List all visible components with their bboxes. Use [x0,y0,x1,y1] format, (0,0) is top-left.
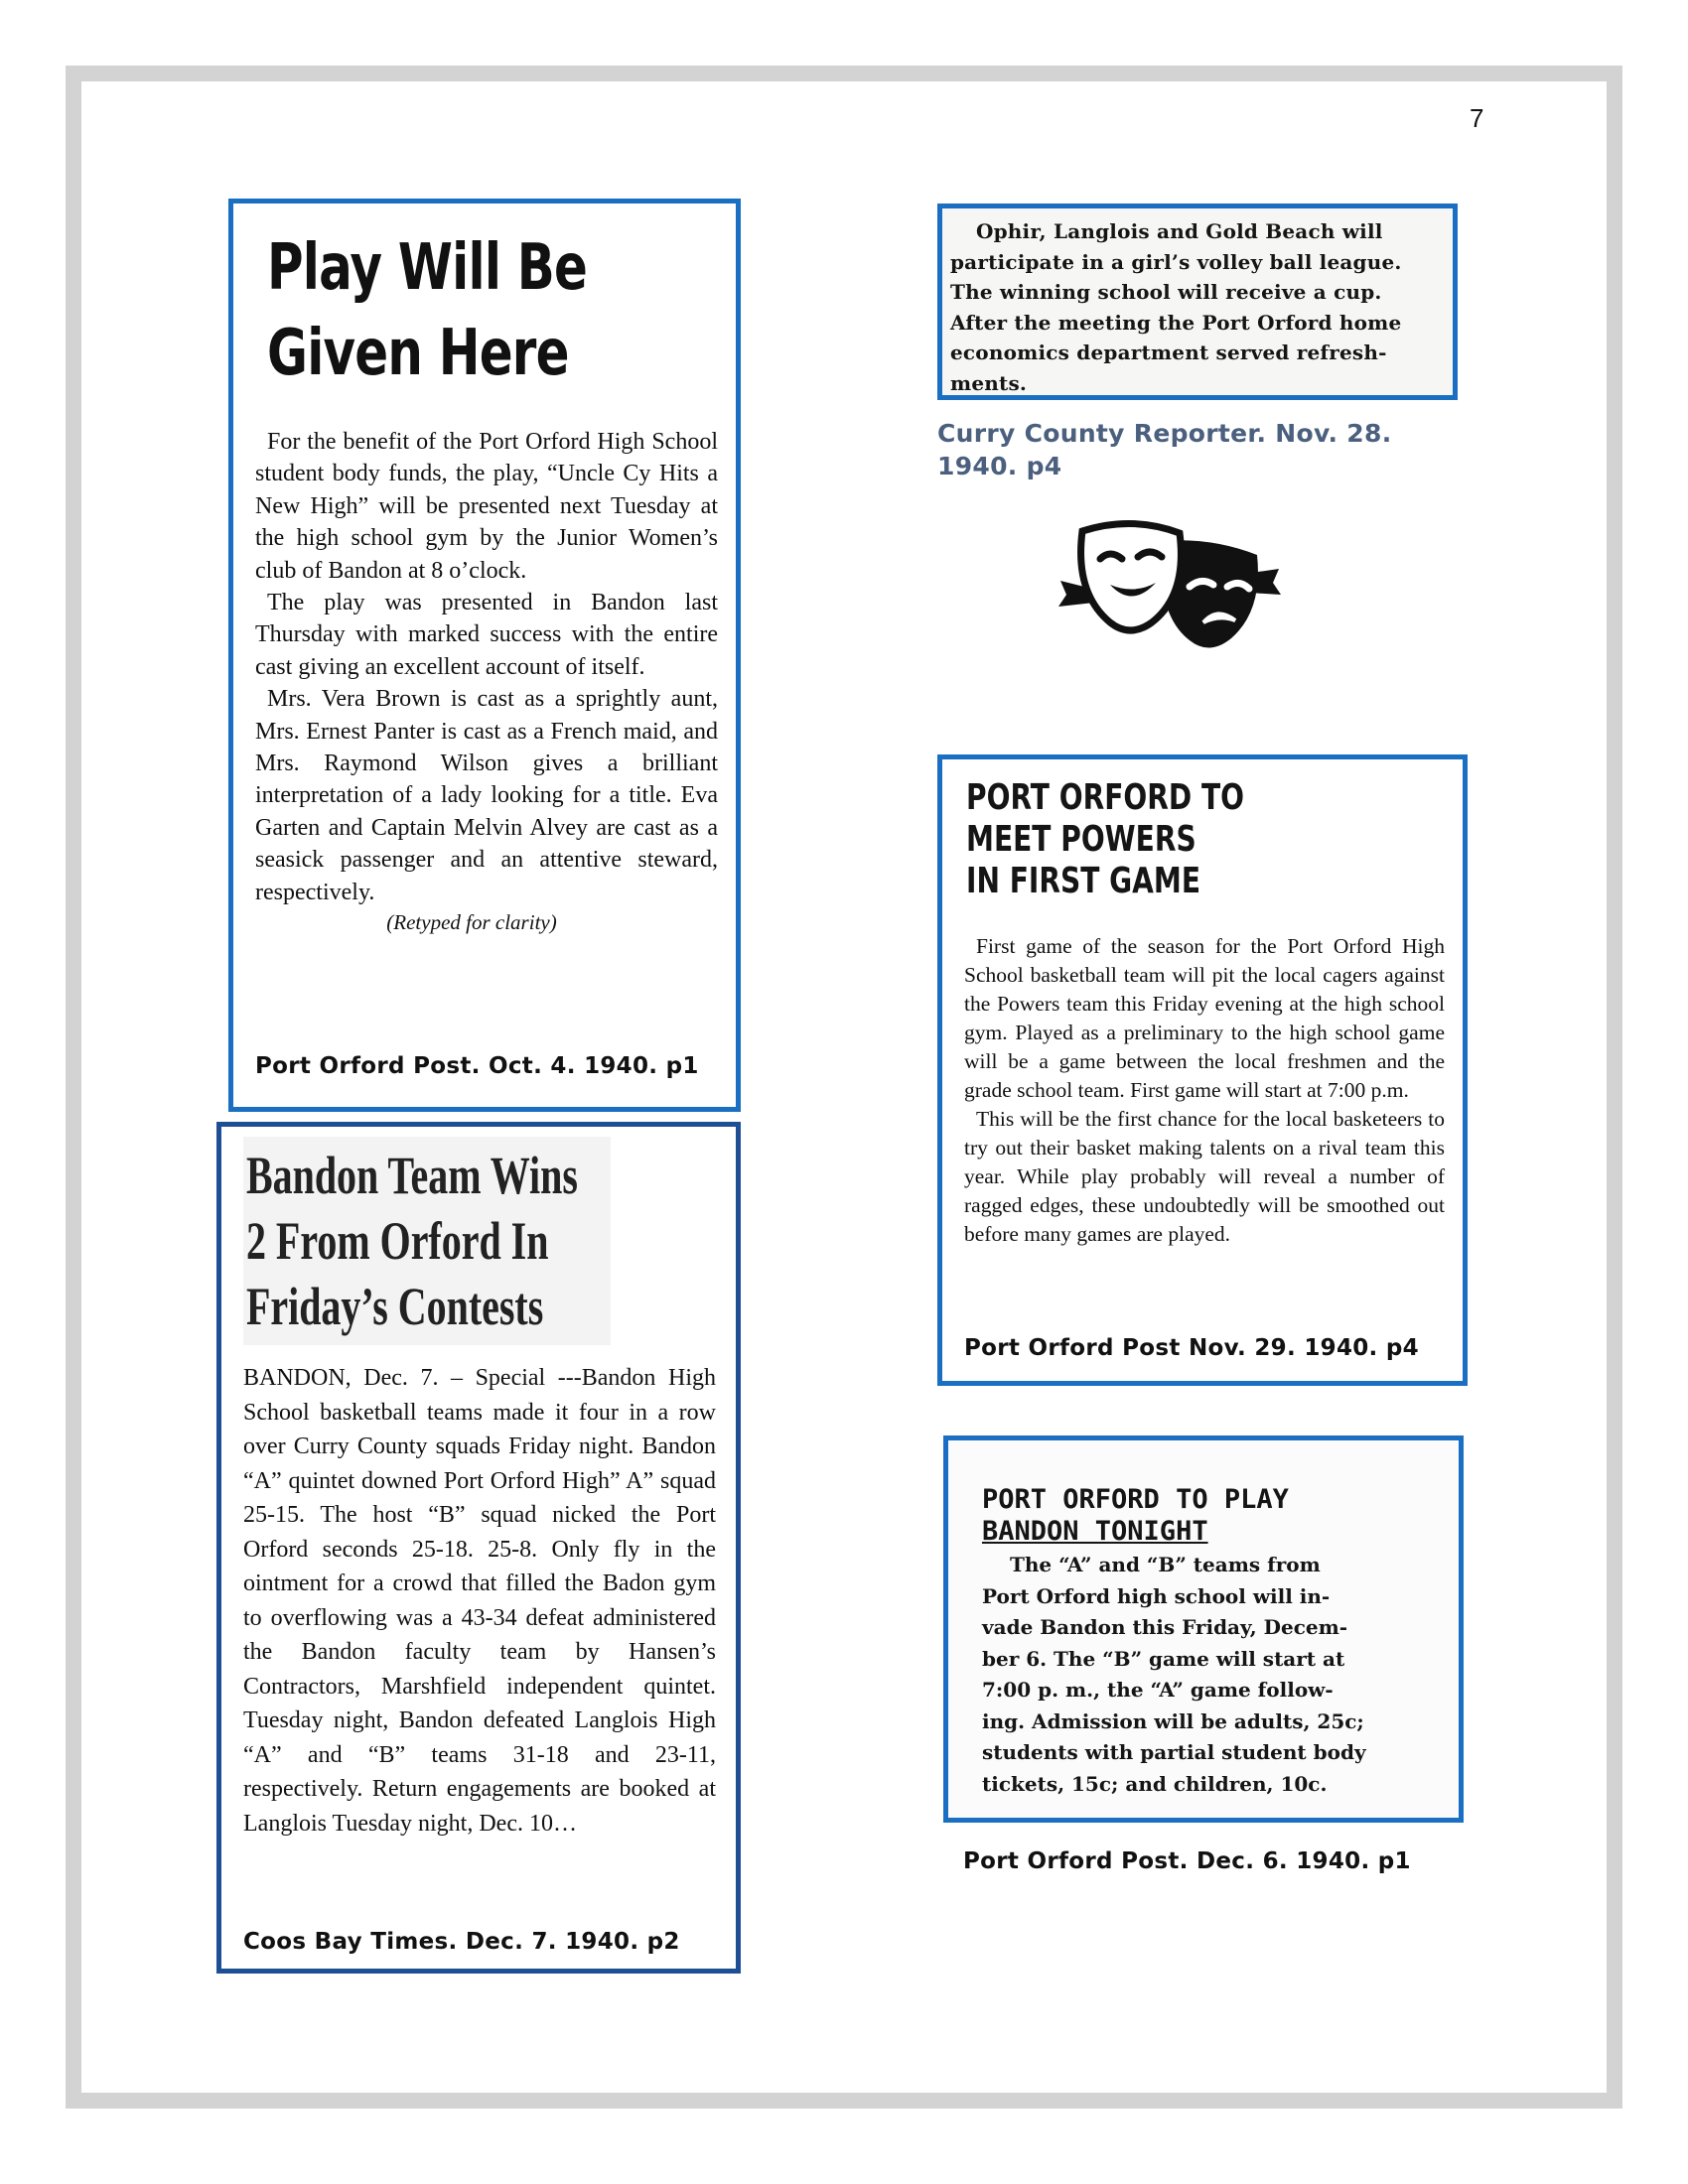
article-tonight-box [943,1435,1464,1823]
article-volleyball-box [937,204,1458,400]
article-powers-body [964,932,1445,1249]
article-tonight-headline: PORT ORFORD TO PLAY BANDON TONIGHT [982,1484,1289,1547]
article-play-paragraph: For the benefit of the Port Orford High School student body funds, the play, “Uncle Cy Hits a New High” will be presented next Tuesday at the high school gym by the Junior Women’s club of Bandon at 8 o’clock. [255,429,718,584]
page-number: 7 [1470,103,1484,133]
article-powers-paragraph: First game of the season for the Port Orford High School basketball team will pit the local cagers against the Powers team this Friday evening at the high school gym. Played as a preliminary to the high school game will be a game between the local freshmen and the grade school team. First game will start at 7:00 p.m. [964,934,1445,1102]
article-volleyball-text: Ophir, Langlois and Gold Beach will participate in a girl’s volley ball league. The winning school will receive a cup. After the meeting the Port Orford home economics department served refresh- ments. [950,219,1402,395]
article-bandon-body: BANDON, Dec. 7. – Special ---Bandon High School basketball teams made it four in a row over Curry County squads Friday night. Bandon “A” quintet downed Port Orford High” A” squad 25-15. The host “B” squad nicked the Port Orford seconds 25-18. 25-8. Only fly in the ointment for a crowd that filled the Badon gym to overflowing was a 43-34 defeat administered the Bandon faculty team by Hansen’s Contractors, Marshfield independent quintet. Tuesday night, Bandon defeated Langlois High “A” and “B” teams 31-18 and 23-11, respectively. Return engagements are booked at Langlois Tuesday night, Dec. 10… [243,1365,716,1837]
article-powers-box [937,754,1468,1386]
article-play-body [255,426,718,936]
retyped-note: (Retyped for clarity) [386,910,557,935]
article-bandon-headline: Bandon Team Wins 2 From Orford In Friday’s Contests [243,1137,611,1345]
article-play-headline: Play Will Be Given Here [267,231,588,390]
article-play-box [228,199,741,1112]
article-play-paragraph: Mrs. Vera Brown is cast as a sprightly aunt, Mrs. Ernest Panter is cast as a French maid, and Mrs. Raymond Wilson gives a brilliant interpretation of a lady looking for a title. Eva Garten and Captain Melvin Alvey are cast as a seasick passenger and an attentive steward, respectively. [255,686,718,905]
article-play-citation: Port Orford Post. Oct. 4. 1940. p1 [255,1053,699,1079]
article-bandon-citation: Coos Bay Times. Dec. 7. 1940. p2 [243,1929,680,1955]
article-powers-paragraph: This will be the first chance for the local basketeers to try out their basket making talents on a rival team this year. While play probably will reveal a number of ragged edges, these undoubtedly will be smoothed out before many games are played. [964,1107,1445,1246]
article-play-paragraph: The play was presented in Bandon last Thursday with marked success with the entire cast giving an excellent account of itself. [255,590,718,680]
article-volleyball-citation: Curry County Reporter. Nov. 28. 1940. p4 [937,419,1392,480]
comedy-tragedy-masks-icon [1053,511,1283,660]
article-bandon-box [216,1122,741,1974]
article-tonight-text: The “A” and “B” teams from Port Orford high school will in- vade Bandon this Friday, Decem- ber 6. The “B” game will start at 7:00 p. m., the “A” game follow- ing. Admission will be adults, 25c; students with partial student body tickets, 15c; and children, 10c. [982,1553,1366,1796]
article-powers-headline: PORT ORFORD TO MEET POWERS IN FIRST GAME [966,777,1245,901]
article-tonight-citation: Port Orford Post. Dec. 6. 1940. p1 [963,1848,1411,1874]
article-powers-citation: Port Orford Post Nov. 29. 1940. p4 [964,1335,1419,1361]
